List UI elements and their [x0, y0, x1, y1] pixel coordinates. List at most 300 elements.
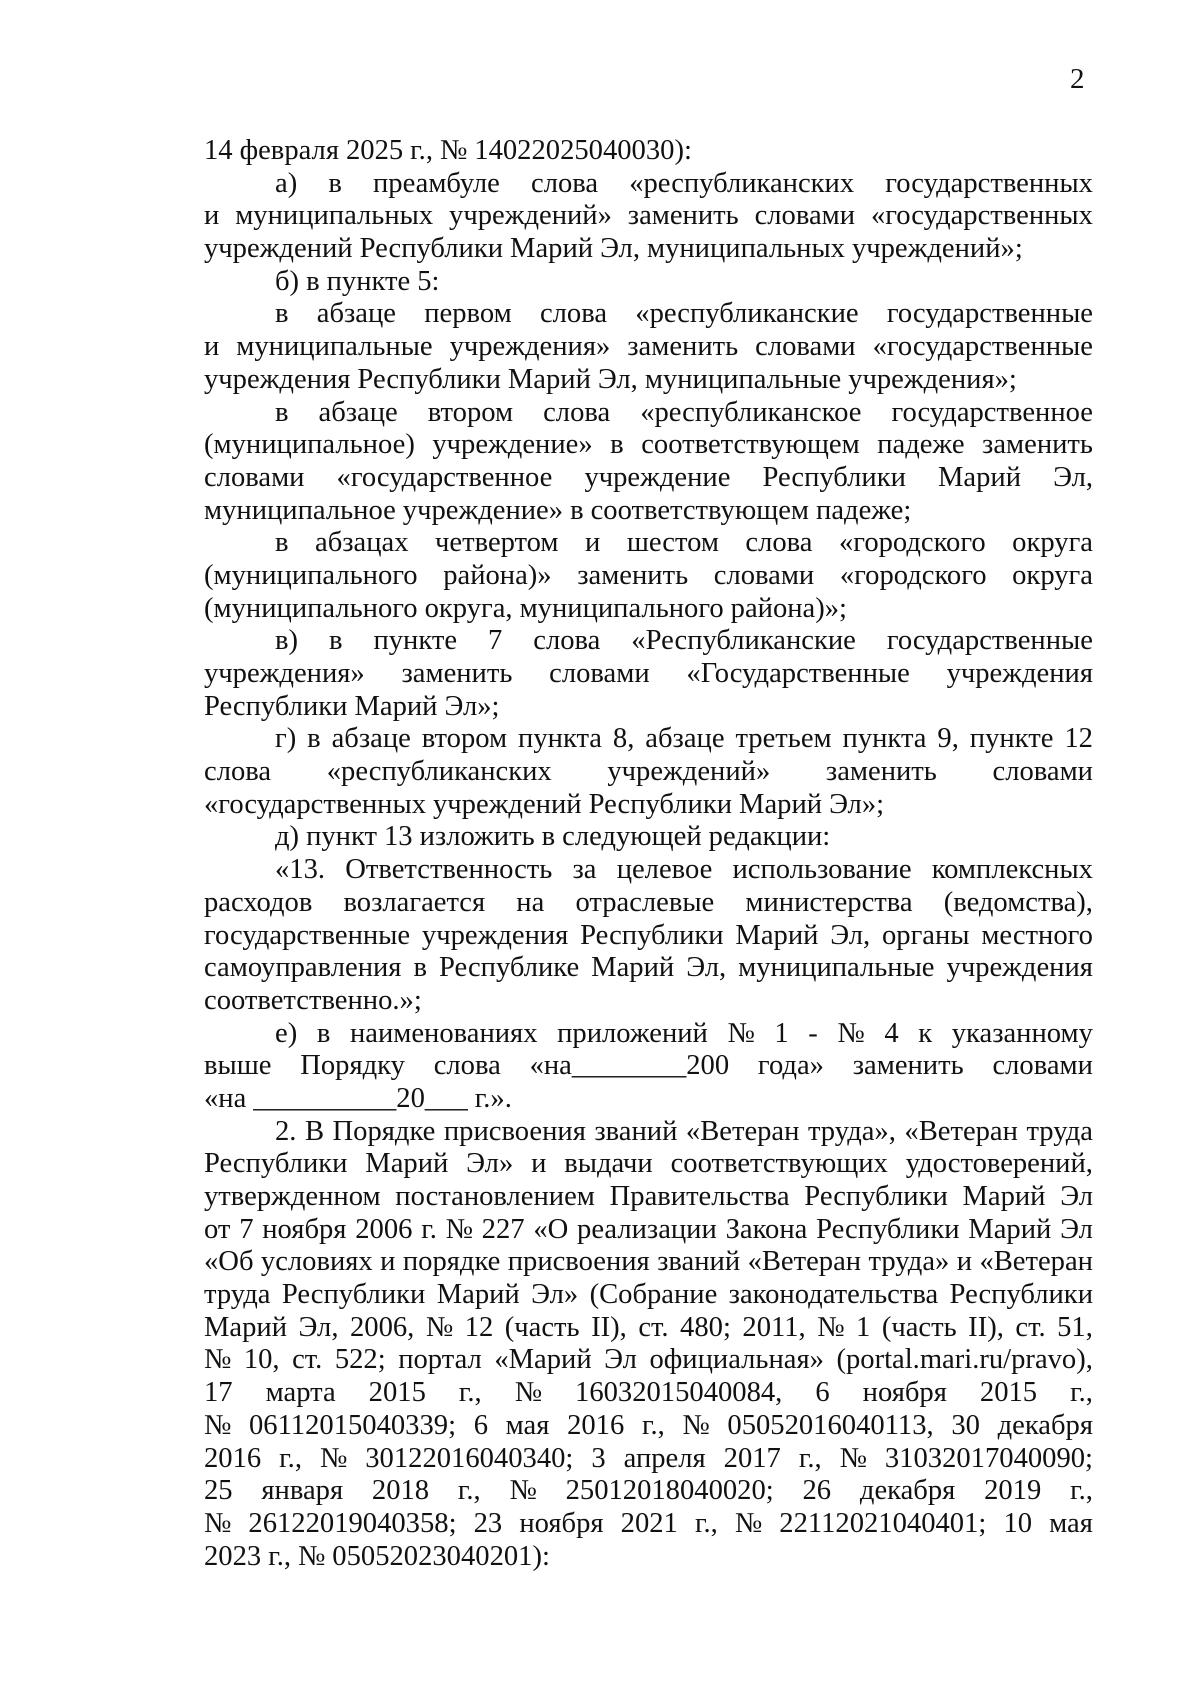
- word: слова: [204, 756, 272, 788]
- word: 7: [239, 1213, 254, 1245]
- word: №: [837, 1017, 865, 1049]
- word: ст.: [638, 1311, 669, 1343]
- word: званий: [657, 1246, 741, 1278]
- word: апреля: [623, 1442, 706, 1474]
- word: 26: [802, 1475, 832, 1507]
- word: г.,: [268, 1540, 291, 1572]
- word: Марий: [962, 1181, 1046, 1212]
- word: Марий: [937, 461, 1022, 493]
- word: преамбуле: [372, 167, 500, 199]
- text-line: [204, 1541, 1093, 1574]
- word: выше: [204, 1050, 272, 1082]
- word: округа: [1012, 559, 1093, 591]
- word: 23: [473, 1507, 503, 1539]
- word: «республиканских: [326, 756, 552, 788]
- word: 2023: [204, 1540, 262, 1572]
- word: в: [570, 494, 584, 526]
- word: удостоверений,: [905, 1148, 1093, 1180]
- text-line: [204, 1083, 1093, 1116]
- word: муниципальные: [236, 331, 433, 363]
- word: Республики: [588, 788, 733, 820]
- text-line: [204, 364, 1093, 397]
- word: 2025: [345, 135, 404, 166]
- word: и: [956, 1246, 973, 1278]
- word: 22112021040401;: [779, 1507, 987, 1539]
- word: 14: [204, 135, 233, 166]
- text-line: [204, 331, 1093, 364]
- word: словами: [755, 331, 856, 363]
- word: Республики: [357, 363, 501, 395]
- word: Республики: [580, 919, 724, 951]
- word: Республики: [359, 233, 504, 265]
- word: Эл,: [597, 363, 638, 395]
- word: учреждение»: [432, 429, 593, 461]
- word: №: [445, 1213, 473, 1245]
- word: государственные: [886, 625, 1093, 657]
- word: шестом: [626, 527, 719, 559]
- text-line: [204, 135, 1093, 168]
- word: в: [275, 527, 289, 559]
- word: (муниципальное): [204, 429, 415, 461]
- word: Марий: [968, 1213, 1052, 1245]
- word: 12: [1064, 723, 1093, 755]
- word: пункте: [326, 265, 411, 297]
- word: редакции:: [708, 821, 831, 853]
- text-line: [204, 952, 1093, 985]
- word: втором: [427, 396, 514, 428]
- word: декабря: [859, 1475, 956, 1507]
- word: «государственных: [204, 788, 426, 820]
- word: изложить: [419, 821, 535, 853]
- word: г.,: [798, 1442, 822, 1474]
- text-line: [204, 1018, 1093, 1051]
- word: Эл: [1060, 1181, 1093, 1212]
- word: труда: [1026, 1115, 1093, 1147]
- word: третьем: [735, 723, 832, 755]
- word: отраслевые: [575, 886, 715, 918]
- word: 6: [473, 1409, 488, 1441]
- text-line: [204, 1279, 1093, 1312]
- word: официальная»: [649, 1344, 824, 1376]
- word: 2016: [567, 1409, 625, 1441]
- text-line: [204, 1050, 1093, 1083]
- text-line: [204, 1116, 1093, 1149]
- word: утвержденном: [204, 1181, 381, 1212]
- word: Марий: [739, 788, 823, 820]
- word: мая: [505, 1409, 550, 1441]
- word: заменить: [852, 1050, 964, 1082]
- text-line: [204, 200, 1093, 233]
- text-line: [204, 462, 1093, 495]
- word: Ответственность: [345, 854, 553, 886]
- word: 522;: [334, 1344, 386, 1376]
- word: 26122019040358;: [248, 1507, 457, 1539]
- word: Республики: [204, 690, 348, 722]
- word: заменить: [577, 559, 689, 591]
- word: 2017: [723, 1442, 781, 1474]
- word: ноября: [519, 1507, 604, 1539]
- word: в: [275, 298, 289, 330]
- word: слова: [433, 1050, 501, 1082]
- text-line: [204, 1508, 1093, 1541]
- word: января: [261, 1475, 344, 1507]
- word: 12: [464, 1311, 494, 1343]
- word: №: [204, 1344, 232, 1376]
- word: 7: [488, 625, 503, 657]
- word: 14022025040030):: [474, 135, 692, 166]
- word: «государственное: [336, 461, 553, 493]
- word: самоуправления: [204, 952, 402, 984]
- word: Республики: [281, 1279, 426, 1311]
- word: учреждений»: [449, 200, 612, 232]
- word: словами: [204, 461, 305, 493]
- word: слова: [531, 167, 599, 199]
- text-line: [204, 1312, 1093, 1345]
- word: Эл»;: [444, 690, 500, 722]
- word: №: [439, 135, 468, 166]
- word: 10: [1003, 1507, 1033, 1539]
- text-line: [204, 1148, 1093, 1181]
- word: №: [734, 1507, 763, 1539]
- word: возлагается: [343, 886, 486, 918]
- word: мая: [1049, 1507, 1093, 1539]
- word: Эл,: [1053, 461, 1093, 493]
- word: __________20___: [253, 1082, 468, 1114]
- word: №: [514, 1377, 542, 1409]
- word: Республики: [949, 1279, 1093, 1311]
- word: г.,: [458, 1377, 482, 1409]
- word: 05052016040113,: [727, 1409, 934, 1441]
- word: (муниципального: [204, 592, 418, 624]
- word: выдачи: [564, 1148, 653, 1180]
- word: реализации: [577, 1213, 717, 1245]
- word: 2015: [979, 1377, 1038, 1409]
- word: расходов: [204, 886, 313, 918]
- word: -: [808, 1017, 818, 1049]
- word: «республиканское: [640, 396, 862, 428]
- word: Республики: [804, 1181, 948, 1212]
- word: и: [585, 527, 601, 559]
- word: «республиканских: [629, 167, 855, 199]
- word: в: [275, 396, 289, 428]
- word: министерства: [745, 886, 913, 918]
- word: соответствующих: [670, 1148, 888, 1180]
- word: декабря: [997, 1409, 1093, 1441]
- text-line: [204, 495, 1093, 528]
- word: учреждений»: [607, 756, 771, 788]
- text-line: [204, 429, 1093, 462]
- word: 25012018040020;: [565, 1475, 774, 1507]
- word: использование: [732, 854, 912, 886]
- word: Порядку: [300, 1050, 405, 1082]
- word: абзаце: [645, 723, 725, 755]
- word: Марий: [365, 1148, 449, 1180]
- word: и: [531, 1148, 547, 1180]
- text-line: [204, 1475, 1093, 1508]
- word: учреждения»;: [848, 363, 1017, 395]
- word: Марий: [436, 1279, 520, 1311]
- word: заменить: [627, 331, 739, 363]
- word: государственные: [886, 298, 1093, 330]
- word: постановлением: [395, 1181, 595, 1212]
- word: в: [610, 429, 624, 461]
- word: комплексных: [931, 854, 1093, 886]
- text-line: [204, 821, 1093, 854]
- word: №: [817, 1311, 845, 1343]
- word: а): [275, 167, 298, 199]
- word: д): [275, 821, 300, 853]
- word: учреждения»: [449, 331, 611, 363]
- word: соответствующем: [590, 494, 810, 526]
- text-line: [204, 1443, 1093, 1476]
- word: и: [380, 1246, 396, 1278]
- text-line: [204, 985, 1093, 1018]
- word: 3: [591, 1442, 606, 1474]
- word: 05052023040201):: [332, 1540, 550, 1572]
- word: №: [204, 1507, 232, 1539]
- word: заменить: [401, 658, 513, 689]
- word: 31032017040090;: [884, 1442, 1093, 1474]
- word: 480;: [680, 1311, 731, 1343]
- word: 6: [815, 1377, 830, 1409]
- word: (Собрание: [589, 1279, 718, 1311]
- word: Порядке: [332, 1115, 436, 1147]
- word: Эл: [1060, 1213, 1093, 1245]
- word: в: [413, 952, 427, 984]
- word: учреждение»: [402, 494, 564, 526]
- word: Марий: [735, 919, 819, 951]
- word: (ведомства),: [943, 886, 1093, 918]
- word: пункте: [373, 625, 458, 657]
- word: в: [316, 1017, 331, 1049]
- word: падеже: [877, 429, 965, 461]
- word: ноября: [262, 1213, 347, 1245]
- word: 13: [384, 821, 413, 853]
- word: пункта: [518, 723, 602, 755]
- word: г): [275, 723, 297, 755]
- word: слова: [539, 298, 608, 330]
- word: 10,: [243, 1344, 280, 1376]
- text-line: [204, 1377, 1093, 1410]
- text-line: [204, 920, 1093, 953]
- word: «Ветеран: [904, 1115, 1018, 1147]
- word: к: [918, 1017, 933, 1049]
- word: муниципального: [519, 592, 724, 624]
- word: II),: [591, 1311, 627, 1343]
- word: условиях: [260, 1246, 373, 1278]
- word: приложений: [557, 1017, 708, 1049]
- word: в: [328, 167, 342, 199]
- word: за: [572, 854, 597, 886]
- word: г.,: [457, 1475, 481, 1507]
- text-line: [204, 658, 1093, 691]
- document-body: [204, 135, 1093, 1573]
- word: на: [516, 886, 545, 918]
- word: округа: [1012, 527, 1093, 559]
- text-line: [204, 233, 1093, 266]
- text-line: [204, 168, 1093, 201]
- word: первом: [424, 298, 512, 330]
- word: ноября: [862, 1377, 947, 1409]
- word: «на________200: [529, 1050, 730, 1082]
- word: 17: [204, 1377, 233, 1409]
- word: труда: [204, 1279, 271, 1311]
- word: абзаце: [331, 723, 411, 755]
- word: г.».: [474, 1082, 512, 1114]
- word: Эл,: [686, 952, 727, 984]
- word: учреждения: [421, 919, 569, 951]
- word: 2015: [368, 1377, 426, 1409]
- word: 4: [884, 1017, 899, 1049]
- word: «Ветеран: [747, 1246, 862, 1278]
- text-line: [204, 266, 1093, 299]
- word: Эл,: [830, 919, 871, 951]
- word: 1: [774, 1017, 789, 1049]
- word: в: [328, 625, 343, 657]
- word: учреждений: [204, 233, 353, 265]
- word: словами: [992, 756, 1093, 788]
- word: ст.: [292, 1344, 323, 1376]
- word: округа,: [424, 592, 513, 624]
- word: учреждение: [584, 461, 731, 493]
- word: Эл: [604, 1344, 637, 1376]
- word: 2006,: [349, 1311, 415, 1343]
- word: г.,: [641, 1409, 665, 1441]
- word: «государственные: [872, 331, 1093, 363]
- word: (часть: [881, 1311, 957, 1343]
- word: в): [275, 625, 299, 657]
- word: муниципальных: [646, 233, 845, 265]
- word: «Марий: [494, 1344, 592, 1376]
- text-line: [204, 625, 1093, 658]
- word: II),: [968, 1311, 1004, 1343]
- word: муниципальные: [644, 363, 842, 395]
- word: заменить: [982, 429, 1093, 461]
- word: 2016: [204, 1442, 262, 1474]
- word: Республике: [439, 952, 580, 984]
- word: абзацах: [315, 527, 409, 559]
- word: 51,: [1057, 1311, 1093, 1343]
- word: и: [204, 200, 220, 232]
- text-line: [204, 1344, 1093, 1377]
- word: учреждения: [204, 363, 351, 395]
- word: муниципальных: [235, 200, 434, 232]
- word: «Республиканские: [631, 625, 856, 657]
- text-line: [204, 1410, 1093, 1443]
- text-line: [204, 397, 1093, 430]
- word: г.,: [694, 1507, 718, 1539]
- word: района)»: [443, 559, 552, 591]
- word: Республики: [816, 1213, 960, 1245]
- text-line: [204, 560, 1093, 593]
- word: пункт: [306, 821, 377, 853]
- word: 25: [204, 1475, 233, 1507]
- word: учреждения: [946, 952, 1093, 984]
- word: №: [682, 1409, 710, 1441]
- word: 2011,: [742, 1311, 806, 1343]
- word: 06112015040339;: [248, 1409, 457, 1441]
- word: е): [275, 1017, 298, 1049]
- word: целевое: [616, 854, 713, 886]
- page-number: 2: [1070, 63, 1085, 95]
- text-line: [204, 789, 1093, 822]
- word: г.,: [1070, 1475, 1093, 1507]
- word: труда»,: [807, 1115, 896, 1147]
- word: наименованиях: [349, 1017, 538, 1049]
- text-line: [204, 723, 1093, 756]
- word: №: [319, 1442, 348, 1474]
- word: «республиканские: [635, 298, 859, 330]
- word: «Ветеран: [685, 1115, 800, 1147]
- word: г.: [421, 1213, 437, 1245]
- word: «на: [204, 1082, 247, 1114]
- word: Марий: [591, 952, 675, 984]
- word: словами: [754, 200, 856, 232]
- word: государственные: [204, 919, 411, 951]
- word: г.,: [410, 135, 433, 166]
- word: «Государственные: [686, 658, 910, 689]
- word: (муниципального: [204, 559, 418, 591]
- text-line: [204, 854, 1093, 887]
- word: присвоения: [507, 1246, 650, 1278]
- word: 2006: [355, 1213, 413, 1245]
- word: №: [425, 1311, 454, 1343]
- word: 227: [481, 1213, 525, 1245]
- word: учреждений»;: [851, 233, 1023, 265]
- word: падеже;: [816, 494, 912, 526]
- word: указанному: [951, 1017, 1093, 1049]
- word: 2021: [620, 1507, 678, 1539]
- word: 2018: [371, 1475, 430, 1507]
- word: абзаце: [318, 396, 398, 428]
- word: 30122016040340;: [365, 1442, 574, 1474]
- word: учреждения»: [204, 658, 365, 689]
- word: 8,: [612, 723, 635, 755]
- word: г.,: [1070, 1377, 1093, 1409]
- word: слова: [543, 396, 611, 428]
- word: в: [307, 723, 321, 755]
- word: 30: [951, 1409, 980, 1441]
- word: ст.: [1015, 1311, 1046, 1343]
- word: февраля: [239, 135, 339, 166]
- word: заменить: [627, 200, 739, 232]
- word: пункте: [969, 723, 1054, 755]
- word: абзаце: [316, 298, 396, 330]
- word: года»: [757, 1050, 824, 1082]
- text-line: [204, 887, 1093, 920]
- word: Эл,: [600, 233, 640, 265]
- word: №: [204, 1409, 232, 1441]
- text-line: [204, 593, 1093, 626]
- word: «городского: [839, 559, 987, 591]
- word: В: [304, 1115, 325, 1147]
- word: (часть: [504, 1311, 580, 1343]
- word: Правительства: [609, 1181, 790, 1212]
- word: 5:: [417, 265, 440, 297]
- word: соответственно.»;: [204, 984, 422, 1016]
- word: «13.: [275, 854, 326, 886]
- word: Эл»: [466, 1148, 514, 1180]
- word: государственное: [891, 396, 1093, 428]
- word: «Ветеран: [979, 1246, 1093, 1278]
- word: государственных: [885, 167, 1093, 199]
- word: №: [298, 1540, 326, 1572]
- text-line: [204, 1214, 1093, 1247]
- text-line: [204, 527, 1093, 560]
- word: «государственных: [870, 200, 1093, 232]
- word: учреждений: [433, 788, 582, 820]
- text-line: [204, 1181, 1093, 1214]
